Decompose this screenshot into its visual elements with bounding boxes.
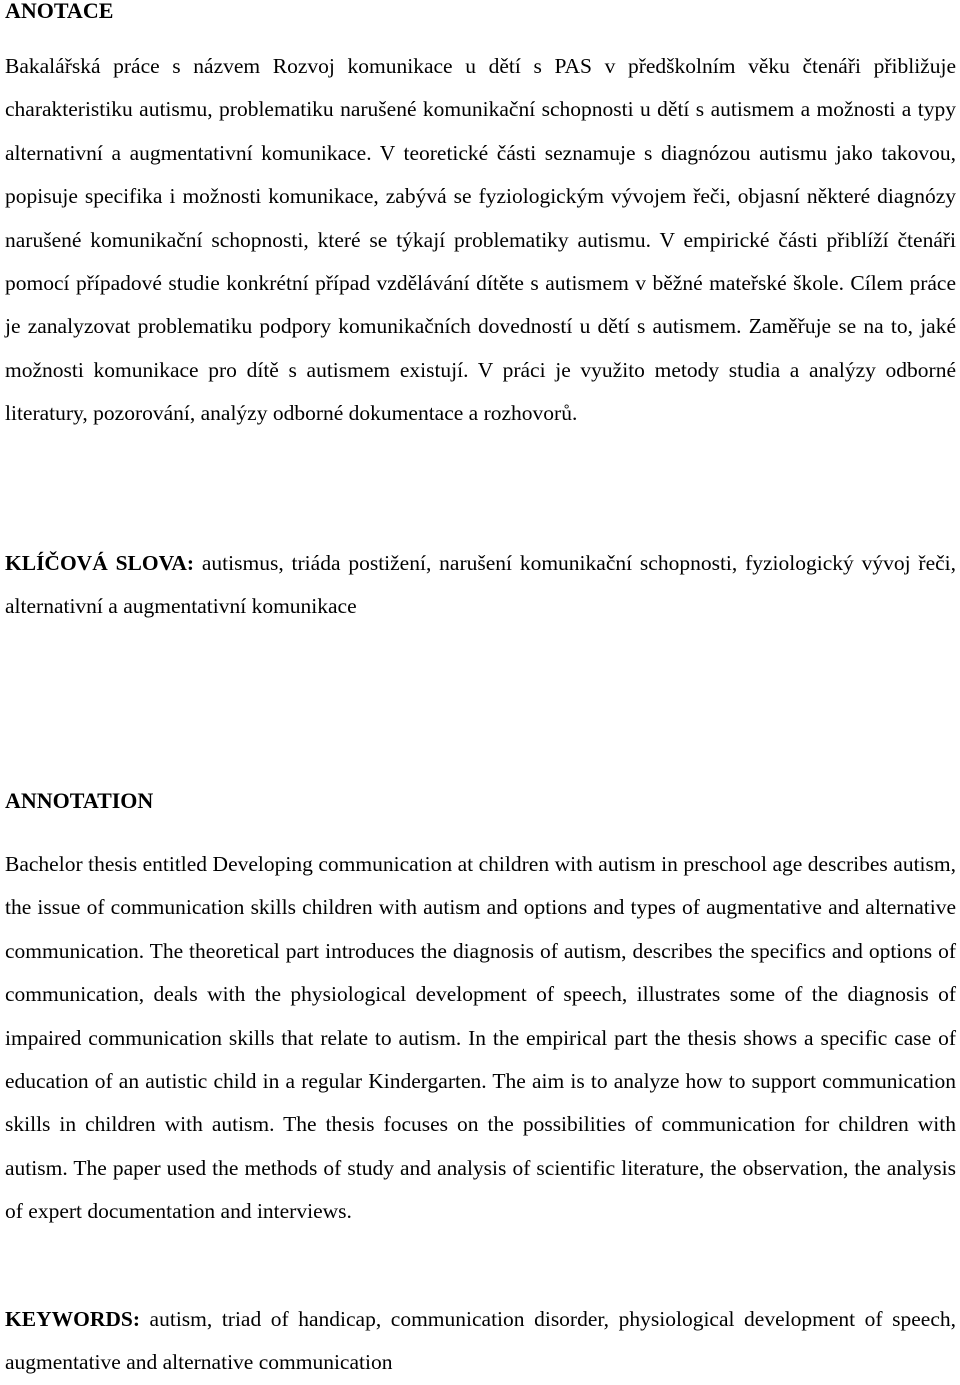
anotace-heading: ANOTACE (5, 0, 114, 23)
czech-keywords-text: autismus, triáda postižení, narušení komunikační schopnosti, fyziologický vývoj řeči, alternativní a augmentativní komunikace (5, 551, 957, 619)
czech-abstract: Bakalářská práce s názvem Rozvoj komunikace u dětí s PAS v předškolním věku čtenáři přibližuje charakteristiku autismu, problematiku narušené komunikační schopnosti u dětí s autismem a možnosti a typy alternativní a augmentativní komunikace. V teoretické části seznamuje s diagnózou autismu jako takovou, popisuje specifika i možnosti komunikace, zabývá se fyziologickým vývojem řeči, objasní některé diagnózy narušené komunikační schopnosti, které se týkají problematiky autismu. V empirické části přiblíží čtenáři pomocí případové studie konkrétní případ vzdělávání dítěte s autismem v běžné mateřské škole. Cílem práce je zanalyzovat problematiku podpory komunikačních dovedností u dětí s autismem. Zaměřuje se na to, jaké možnosti komunikace pro dítě s autismem existují. V práci je využito metody studia a analýzy odborné literatury, pozorování, analýzy odborné dokumentace a rozhovorů. (5, 54, 956, 426)
english-keywords-text: autism, triad of handicap, communication disorder, physiological development of speech, augmentative and alternative communication (5, 1307, 956, 1375)
annotation-heading: ANNOTATION (5, 788, 154, 813)
english-keywords-label: KEYWORDS: (5, 1307, 140, 1331)
english-keywords-paragraph (5, 1298, 956, 1385)
english-abstract: Bachelor thesis entitled Developing communication at children with autism in preschool age describes autism, the issue of communication skills children with autism and options and types of augmentative and alternative communication. The theoretical part introduces the diagnosis of autism, describes the specifics and options of communication, deals with the physiological development of speech, illustrates some of the diagnosis of impaired communication skills that relate to autism. In the empirical part the thesis shows a specific case of education of an autistic child in a regular Kindergarten. The aim is to analyze how to support communication skills in children with autism. The thesis focuses on the possibilities of communication for children with autism. The paper used the methods of study and analysis of scientific literature, the observation, the analysis of expert documentation and interviews. (5, 852, 956, 1224)
czech-keywords-label: KLÍČOVÁ SLOVA: (5, 551, 195, 575)
czech-keywords-paragraph (5, 542, 956, 629)
